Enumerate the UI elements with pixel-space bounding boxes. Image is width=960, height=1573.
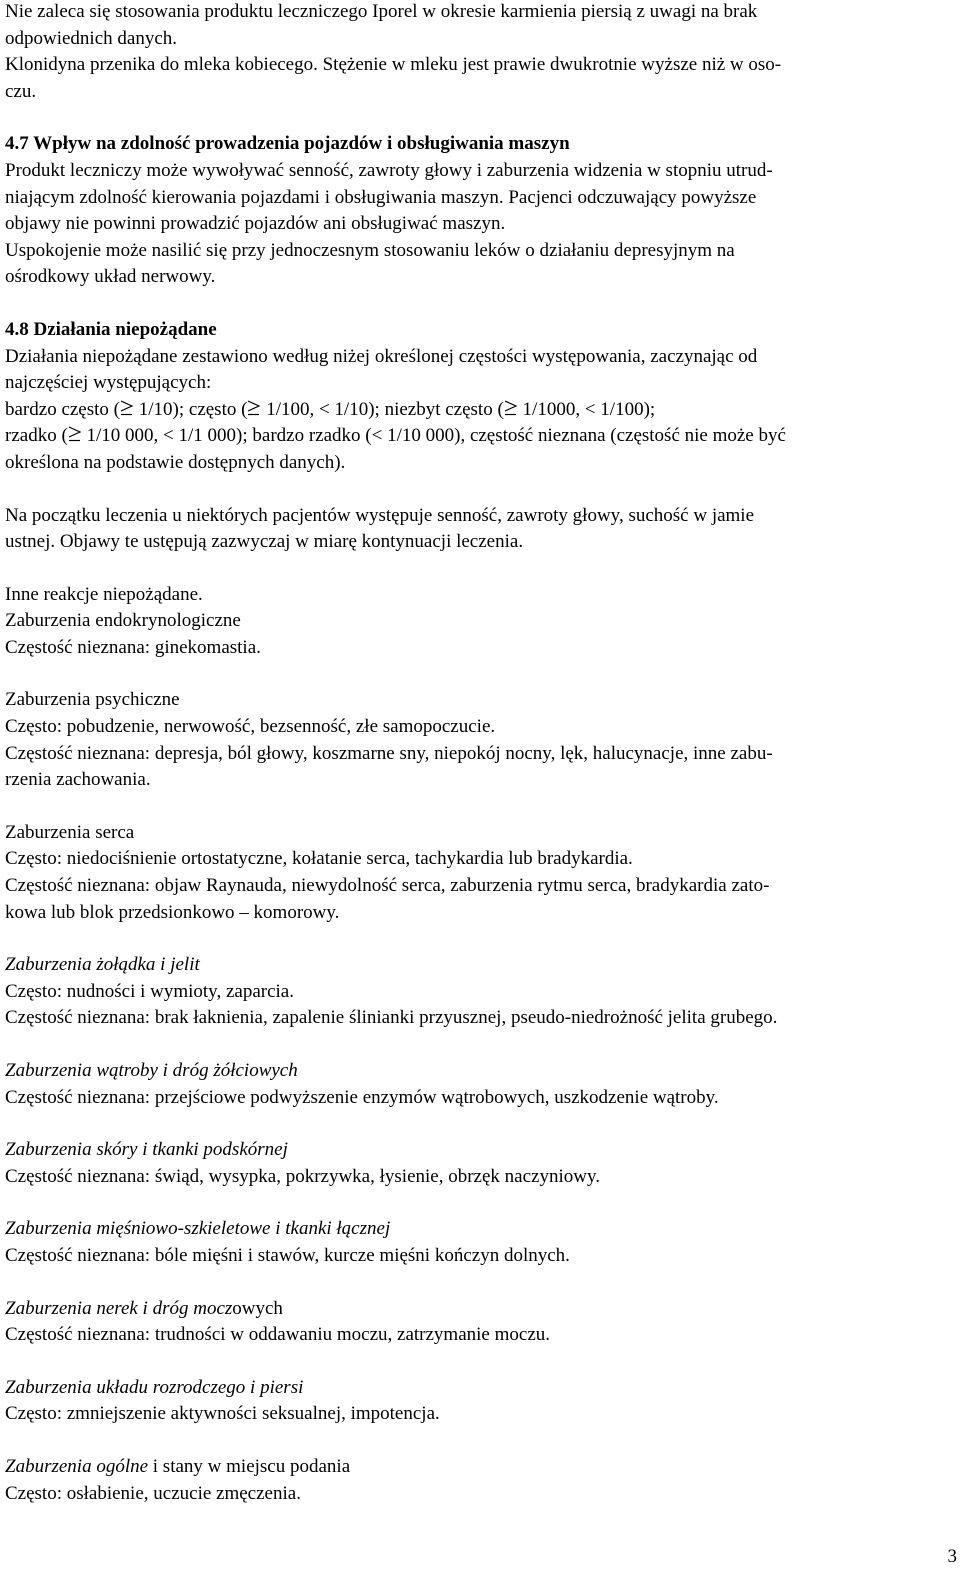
- paragraph-line: Częstość nieznana: ginekomastia.: [5, 636, 261, 658]
- intro-line: Nie zaleca się stosowania produktu leczniczego Iporel w okresie karmienia piersią z uwagi na brak: [5, 1, 758, 22]
- greater-or-equal-icon: [504, 399, 518, 417]
- frequency-line: określona na podstawie dostępnych danych).: [5, 451, 346, 473]
- paragraph-line: rzenia zachowania.: [5, 769, 151, 791]
- subsection-title: Zaburzenia endokrynologiczne: [5, 610, 241, 632]
- paragraph-line: Częstość nieznana: brak łaknienia, zapalenie ślinianki przyusznej, pseudo-niedrożność jelita grubego.: [5, 1007, 778, 1029]
- section-line: Produkt leczniczy może wywoływać senność, zawroty głowy i zaburzenia widzenia w stopniu utrud-: [5, 159, 773, 181]
- paragraph-line: Często: osłabienie, uczucie zmęczenia.: [5, 1482, 301, 1504]
- frequency-line: [5, 397, 945, 424]
- paragraph-line: Częstość nieznana: trudności w oddawaniu moczu, zatrzymanie moczu.: [5, 1324, 550, 1346]
- section-4-8: [5, 317, 945, 1507]
- intro-line: odpowiednich danych.: [5, 27, 178, 49]
- paragraph-line: kowa lub blok przedsionkowo – komorowy.: [5, 901, 340, 923]
- section-line: niającym zdolność kierowania pojazdami i obsługiwania maszyn. Pacjenci odczuwający powyższe: [5, 186, 757, 208]
- subsection-title: Zaburzenia skóry i tkanki podskórnej: [5, 1139, 288, 1161]
- greater-or-equal-icon: [68, 425, 82, 443]
- intro-block: [5, 0, 945, 105]
- paragraph-line: Częstość nieznana: depresja, ból głowy, koszmarne sny, niepokój nocny, lęk, halucynacje, inne zabu-: [5, 742, 773, 764]
- text-fragment: 1/100, < 1/10); niezbyt często (: [261, 398, 504, 420]
- text-fragment: 1/10 000, < 1/1 000); bardzo rzadko (< 1/10 000), częstość nieznana (częstość nie może być: [81, 425, 786, 447]
- section-line: Działania niepożądane zestawiono według niżej określonej częstości występowania, zaczynając od: [5, 345, 758, 367]
- section-heading: 4.8 Działania niepożądane: [5, 318, 217, 340]
- paragraph-line: Często: zmniejszenie aktywności seksualnej, impotencja.: [5, 1403, 440, 1425]
- subsection-title: Zaburzenia układu rozrodczego i piersi: [5, 1376, 304, 1398]
- page-number: 3: [947, 1546, 957, 1567]
- paragraph-line: Często: pobudzenie, nerwowość, bezsenność, złe samopoczucie.: [5, 716, 496, 738]
- text-fragment: 1/10); często (: [134, 398, 248, 420]
- paragraph-line: Na początku leczenia u niektórych pacjentów występuje senność, zawroty głowy, suchość w jamie: [5, 504, 755, 526]
- greater-or-equal-icon: [247, 399, 261, 417]
- paragraph-line: Częstość nieznana: przejściowe podwyższenie enzymów wątrobowych, uszkodzenie wątroby.: [5, 1086, 719, 1108]
- text-fragment: rzadko (: [5, 425, 68, 447]
- subsection-title: Zaburzenia serca: [5, 821, 135, 843]
- text-fragment: bardzo często (: [5, 398, 120, 420]
- paragraph-line: Częstość nieznana: bóle mięśni i stawów, kurcze mięśni kończyn dolnych.: [5, 1244, 570, 1266]
- subsection-title: Zaburzenia mięśniowo-szkieletowe i tkanki łącznej: [5, 1218, 391, 1240]
- text-fragment: Zaburzenia nerek i dróg mocz: [5, 1297, 233, 1319]
- paragraph-line: Inne reakcje niepożądane.: [5, 583, 203, 605]
- section-line: ośrodkowy układ nerwowy.: [5, 266, 216, 288]
- document-page: [5, 0, 945, 1507]
- section-line: objawy nie powinni prowadzić pojazdów ani obsługiwać maszyn.: [5, 213, 506, 235]
- subsection-title: Zaburzenia wątroby i dróg żółciowych: [5, 1060, 298, 1081]
- section-4-7: [5, 131, 945, 291]
- paragraph-line: Często: nudności i wymioty, zaparcia.: [5, 980, 294, 1002]
- paragraph-line: Częstość nieznana: objaw Raynauda, niewydolność serca, zaburzenia rytmu serca, bradykardia zato-: [5, 875, 770, 897]
- section-line: Uspokojenie może nasilić się przy jednoczesnym stosowaniu leków o działaniu depresyjnym na: [5, 239, 735, 261]
- intro-line: czu.: [5, 80, 37, 102]
- greater-or-equal-icon: [120, 399, 134, 417]
- frequency-line: [5, 423, 945, 450]
- subsection-title: [5, 1296, 945, 1323]
- text-fragment: 1/1000, < 1/100);: [517, 398, 656, 420]
- text-fragment: owych: [232, 1297, 283, 1319]
- section-line: najczęściej występujących:: [5, 372, 212, 394]
- paragraph-line: Często: niedociśnienie ortostatyczne, kołatanie serca, tachykardia lub bradykardia.: [5, 848, 633, 870]
- section-heading: 4.7 Wpływ na zdolność prowadzenia pojazdów i obsługiwania maszyn: [5, 133, 570, 155]
- paragraph-line: Częstość nieznana: świąd, wysypka, pokrzywka, łysienie, obrzęk naczyniowy.: [5, 1165, 600, 1187]
- text-fragment: Zaburzenia ogólne: [5, 1455, 149, 1477]
- intro-line: Klonidyna przenika do mleka kobiecego. Stężenie w mleku jest prawie dwukrotnie wyższe niż w oso-: [5, 54, 782, 76]
- subsection-title: Zaburzenia żołądka i jelit: [5, 954, 200, 976]
- text-fragment: i stany w miejscu podania: [148, 1455, 351, 1477]
- subsection-title: [5, 1454, 945, 1481]
- paragraph-line: ustnej. Objawy te ustępują zazwyczaj w miarę kontynuacji leczenia.: [5, 531, 524, 553]
- subsection-title: Zaburzenia psychiczne: [5, 689, 180, 711]
